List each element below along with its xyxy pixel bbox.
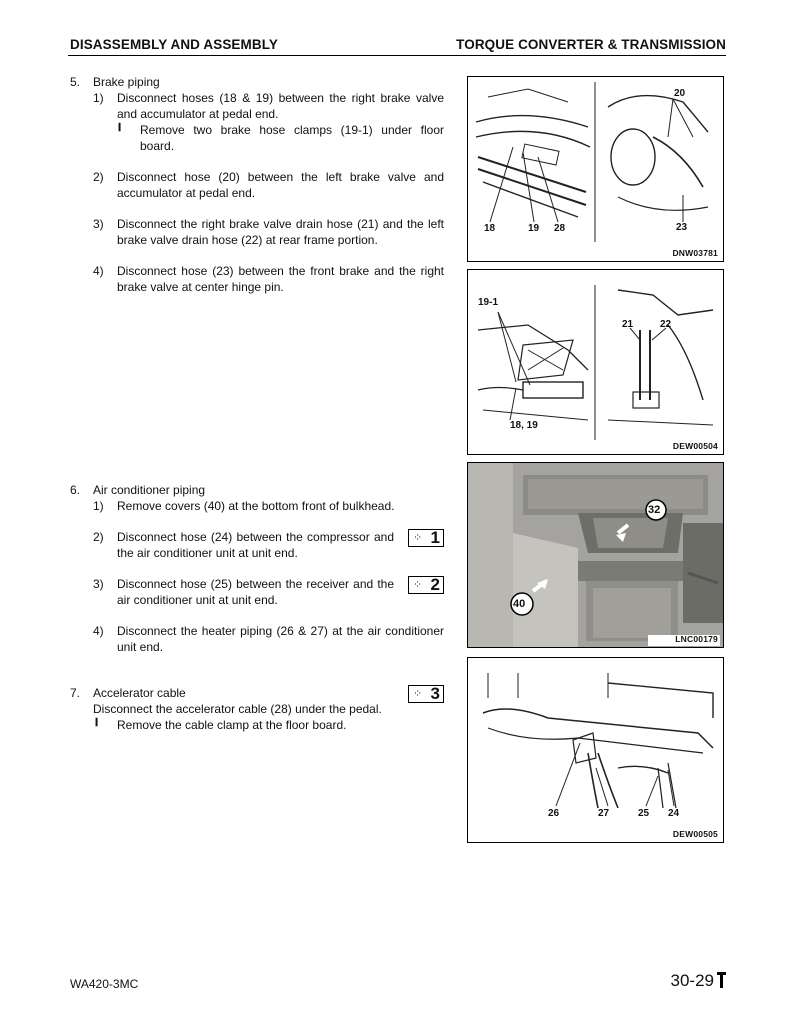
note-icon: 𝐢 <box>118 122 122 134</box>
step-7-title: Accelerator cable <box>93 686 186 700</box>
tool-reference-icon: ⁘ <box>413 532 423 544</box>
reference-mark-1 <box>408 529 444 547</box>
step-6-1-number: 1) <box>93 499 104 513</box>
label-21: 21 <box>622 319 634 330</box>
figure-brake-hoses-pedal <box>467 76 724 262</box>
reference-number: 1 <box>430 528 440 547</box>
step-5-3-text: Disconnect the right brake valve drain hose (21) and the left brake valve drain hose (22) at rear frame portion. <box>117 217 444 247</box>
section-header-right: TORQUE CONVERTER & TRANSMISSION <box>456 37 726 52</box>
step-6-1-text: Remove covers (40) at the bottom front of bulkhead. <box>117 499 395 513</box>
label-27: 27 <box>598 808 610 819</box>
label-40: 40 <box>513 598 526 610</box>
label-23: 23 <box>676 222 688 233</box>
label-25: 25 <box>638 808 650 819</box>
step-7-note: Remove the cable clamp at the floor board. <box>117 718 347 732</box>
label-19: 19 <box>528 223 540 234</box>
reference-number: 3 <box>430 684 440 703</box>
step-7-number: 7. <box>70 686 81 700</box>
label-28: 28 <box>554 223 566 234</box>
step-6-2-number: 2) <box>93 530 104 544</box>
label-24: 24 <box>668 808 680 819</box>
figure-3-photo <box>468 463 723 647</box>
tool-reference-icon: ⁘ <box>413 688 423 700</box>
step-6-3-number: 3) <box>93 577 104 591</box>
figure-1-drawing <box>468 77 723 261</box>
figure-bulkhead-photo <box>467 462 724 648</box>
label-26: 26 <box>548 808 560 819</box>
figure-4-drawing <box>468 658 723 842</box>
step-7-text: Disconnect the accelerator cable (28) under the pedal. <box>93 702 382 716</box>
reference-mark-2 <box>408 576 444 594</box>
page-number: 30-29 <box>670 971 714 990</box>
reference-mark-3 <box>408 685 444 703</box>
reference-number: 2 <box>430 575 440 594</box>
step-6-3-text: Disconnect hose (25) between the receiver and the air conditioner unit at unit end. <box>117 577 394 607</box>
label-18-19: 18, 19 <box>510 420 538 431</box>
step-5-1-number: 1) <box>93 91 104 105</box>
model-number: WA420-3MC <box>70 977 139 991</box>
label-18: 18 <box>484 223 496 234</box>
figure-code: DEW00505 <box>672 829 718 839</box>
step-5-4-text: Disconnect hose (23) between the front brake and the right brake valve at center hinge pin. <box>117 264 444 294</box>
step-6-4-text: Disconnect the heater piping (26 & 27) at the air conditioner unit end. <box>117 624 444 654</box>
step-5-3-number: 3) <box>93 217 104 231</box>
step-5-1-text: Disconnect hoses (18 & 19) between the right brake valve and accumulator at pedal end. <box>117 91 444 121</box>
label-20: 20 <box>674 88 686 99</box>
header-rule <box>68 55 726 56</box>
manual-mark-icon <box>717 972 726 988</box>
figure-code: DNW03781 <box>672 248 718 258</box>
tool-reference-icon: ⁘ <box>413 579 423 591</box>
figure-2-drawing <box>468 270 723 454</box>
step-6-4-number: 4) <box>93 624 104 638</box>
label-19-1: 19-1 <box>478 297 499 308</box>
label-22: 22 <box>660 319 672 330</box>
step-5-1-note: Remove two brake hose clamps (19-1) under floor board. <box>140 123 444 153</box>
step-5-4-number: 4) <box>93 264 104 278</box>
step-5-2-text: Disconnect hose (20) between the left brake valve and accumulator at pedal end. <box>117 170 444 200</box>
figure-brake-drain-hoses <box>467 269 724 455</box>
section-header-left: DISASSEMBLY AND ASSEMBLY <box>70 37 278 52</box>
step-5-2-number: 2) <box>93 170 104 184</box>
step-6-number: 6. <box>70 483 81 497</box>
figure-code: LNC00179 <box>675 634 718 644</box>
step-5-title: Brake piping <box>93 75 160 89</box>
figure-code: DEW00504 <box>672 441 718 451</box>
label-32: 32 <box>648 504 661 516</box>
note-icon: 𝐢 <box>95 717 99 729</box>
step-6-title: Air conditioner piping <box>93 483 206 497</box>
step-6-2-text: Disconnect hose (24) between the compressor and the air conditioner unit at unit end. <box>117 530 394 560</box>
figure-heater-piping <box>467 657 724 843</box>
step-5-number: 5. <box>70 75 81 89</box>
